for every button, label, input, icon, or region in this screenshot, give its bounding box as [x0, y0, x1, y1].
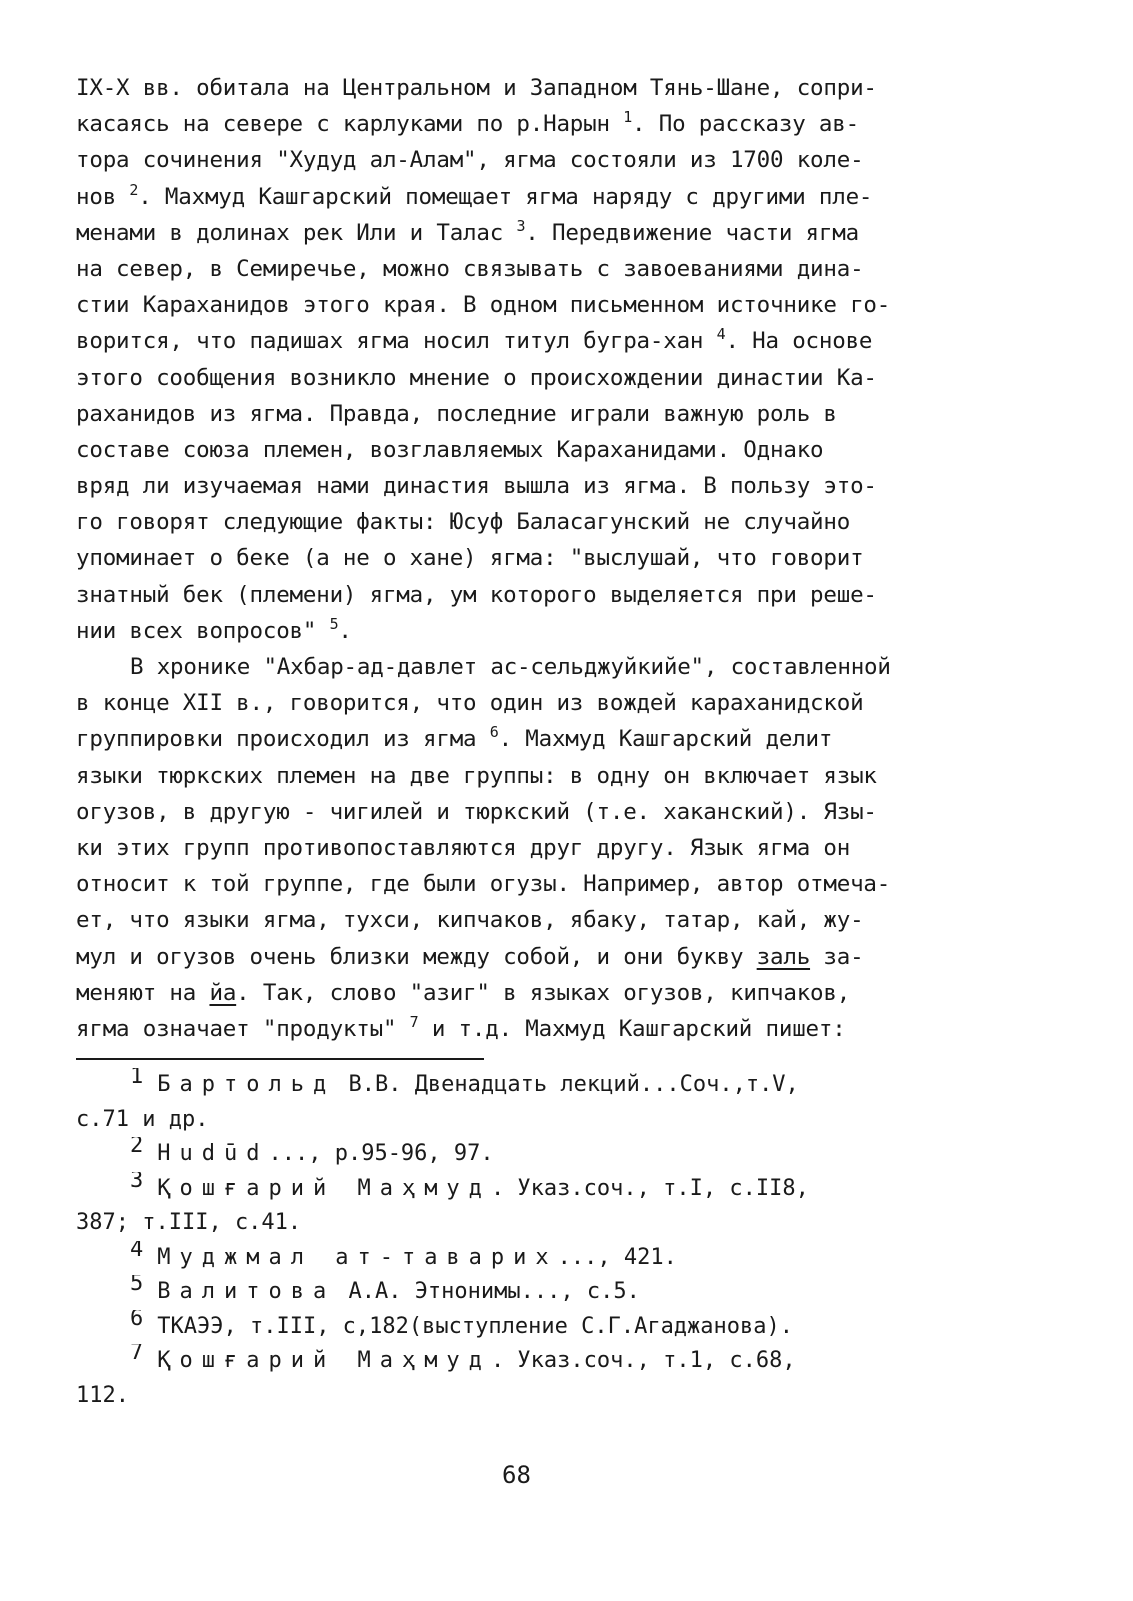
footnote-4: 4 Муджмал ат-таварих..., 421. [130, 1240, 677, 1270]
main-text [76, 70, 1051, 1047]
footnote-7: 7 Қошғарий Маҳмуд. Указ.соч., т.1, с.68, [130, 1344, 796, 1373]
text-line: в конце XII в., говорится, что один из вождей караханидской [76, 690, 864, 717]
footnote-author: Hudūd [157, 1141, 269, 1166]
text-line: стии Караханидов этого края. В одном письменном источнике го- [76, 292, 891, 319]
paragraph-start-line: В хронике "Ахбар-ад-давлет ас-сельджуйкийе", составленной [130, 654, 891, 680]
footnote-1: 1 Бартольд В.В. Двенадцать лекций...Соч.,т.V, [130, 1068, 799, 1097]
footnote-7-continuation: 112. [76, 1382, 129, 1408]
text-line: тора сочинения "Худуд ал-Алам", ягма состояли из 1700 коле- [76, 147, 864, 174]
footnote-author: Қошғарий Маҳмуд [157, 1348, 491, 1373]
footnote-ref: 4 [716, 325, 726, 344]
footnotes [76, 1068, 1051, 1413]
text-line: этого сообщения возникло мнение о происхождении династии Ка- [76, 364, 877, 391]
text-line: ворится, что падишах ягма носил титул бугра-хан $^4$. На основе [76, 325, 873, 355]
footnote-author: Бартольд [157, 1072, 336, 1097]
text-line: относит к той группе, где были огузы. Например, автор отмеча- [76, 871, 891, 898]
footnote-ref: 5 [329, 614, 339, 633]
text-line: ки этих групп противопоставляются друг другу. Язык ягма он [76, 834, 851, 861]
footnote-1-continuation: с.71 и др. [76, 1106, 209, 1132]
footnote-ref: 3 [516, 216, 526, 235]
text-line: вряд ли изучаемая нами династия вышла из ягма. В пользу это- [76, 473, 877, 500]
text-line: го говорят следующие факты: Юсуф Баласагунский не случайно [76, 509, 851, 536]
footnote-ref: 1 [623, 108, 633, 127]
text-line: нов $^2$. Махмуд Кашгарский помещает ягма наряду с другими пле- [76, 180, 873, 210]
text-line: меняют на йа. Так, слово "азиг" в языках огузов, кипчаков, [76, 979, 851, 1006]
underlined-term: заль [756, 943, 811, 970]
text-line: ягма означает "продукты" $^7$ и т.д. Махмуд Кашгарский пишет: [76, 1012, 846, 1042]
text-line: упоминает о беке (а не о хане) ягма: "выслушай, что говорит [76, 545, 864, 572]
text-line: раханидов из ягма. Правда, последние играли важную роль в [76, 400, 837, 427]
text-line: на север, в Семиречье, можно связывать с завоеваниями дина- [76, 255, 864, 282]
footnote-author: Қошғарий Маҳмуд [157, 1175, 491, 1201]
text-line: знатный бек (племени) ягма, ум которого выделяется при реше- [76, 581, 877, 608]
text-line: составе союза племен, возглавляемых Караханидами. Однако [76, 436, 824, 463]
text-line: группировки происходил из ягма $^6$. Махмуд Кашгарский делит [76, 723, 833, 753]
text-line: мул и огузов очень близки между собой, и они букву заль за- [76, 943, 864, 970]
footnote-author: Муджмал ат-таварих [157, 1244, 558, 1270]
footnote-ref: 2 [129, 180, 139, 199]
footnote-3-continuation: 387; т.III, с.41. [76, 1210, 302, 1235]
text-line: нии всех вопросов" $^5$. [76, 614, 352, 644]
footnote-2: 2 Hudūd..., p.95-96, 97. [130, 1137, 494, 1166]
footnote-author: Валитова [157, 1279, 336, 1304]
text-line: языки тюркских племен на две группы: в одну он включает язык [76, 762, 877, 789]
footnote-ref: 6 [489, 723, 499, 742]
page-number: 68 [502, 1461, 531, 1489]
footnote-5: 5 Валитова А.А. Этнонимы..., с.5. [130, 1275, 640, 1304]
text-line: огузов, в другую - чигилей и тюркский (т.е. хаканский). Язы- [76, 798, 877, 825]
text-line: менами в долинах рек Или и Талас $^3$. Передвижение части ягма [76, 216, 859, 246]
footnote-6: 6 ТКАЭЭ, т.III, с,182(выступление С.Г.Агаджанова). [130, 1309, 794, 1339]
text-line: ет, что языки ягма, тухси, кипчаков, ябаку, татар, кай, жу- [76, 907, 864, 934]
text-line: касаясь на севере с карлуками по р.Нарын $^1$. По рассказу ав- [76, 108, 859, 138]
footnote-divider [76, 1058, 484, 1060]
text-line: IX-X вв. обитала на Центральном и Западном Тянь-Шане, сопри- [76, 75, 877, 101]
underlined-term: йа [209, 979, 237, 1006]
footnote-3: 3 Қошғарий Маҳмуд. Указ.соч., т.I, с.II8, [130, 1171, 809, 1201]
footnote-ref: 7 [409, 1012, 419, 1031]
